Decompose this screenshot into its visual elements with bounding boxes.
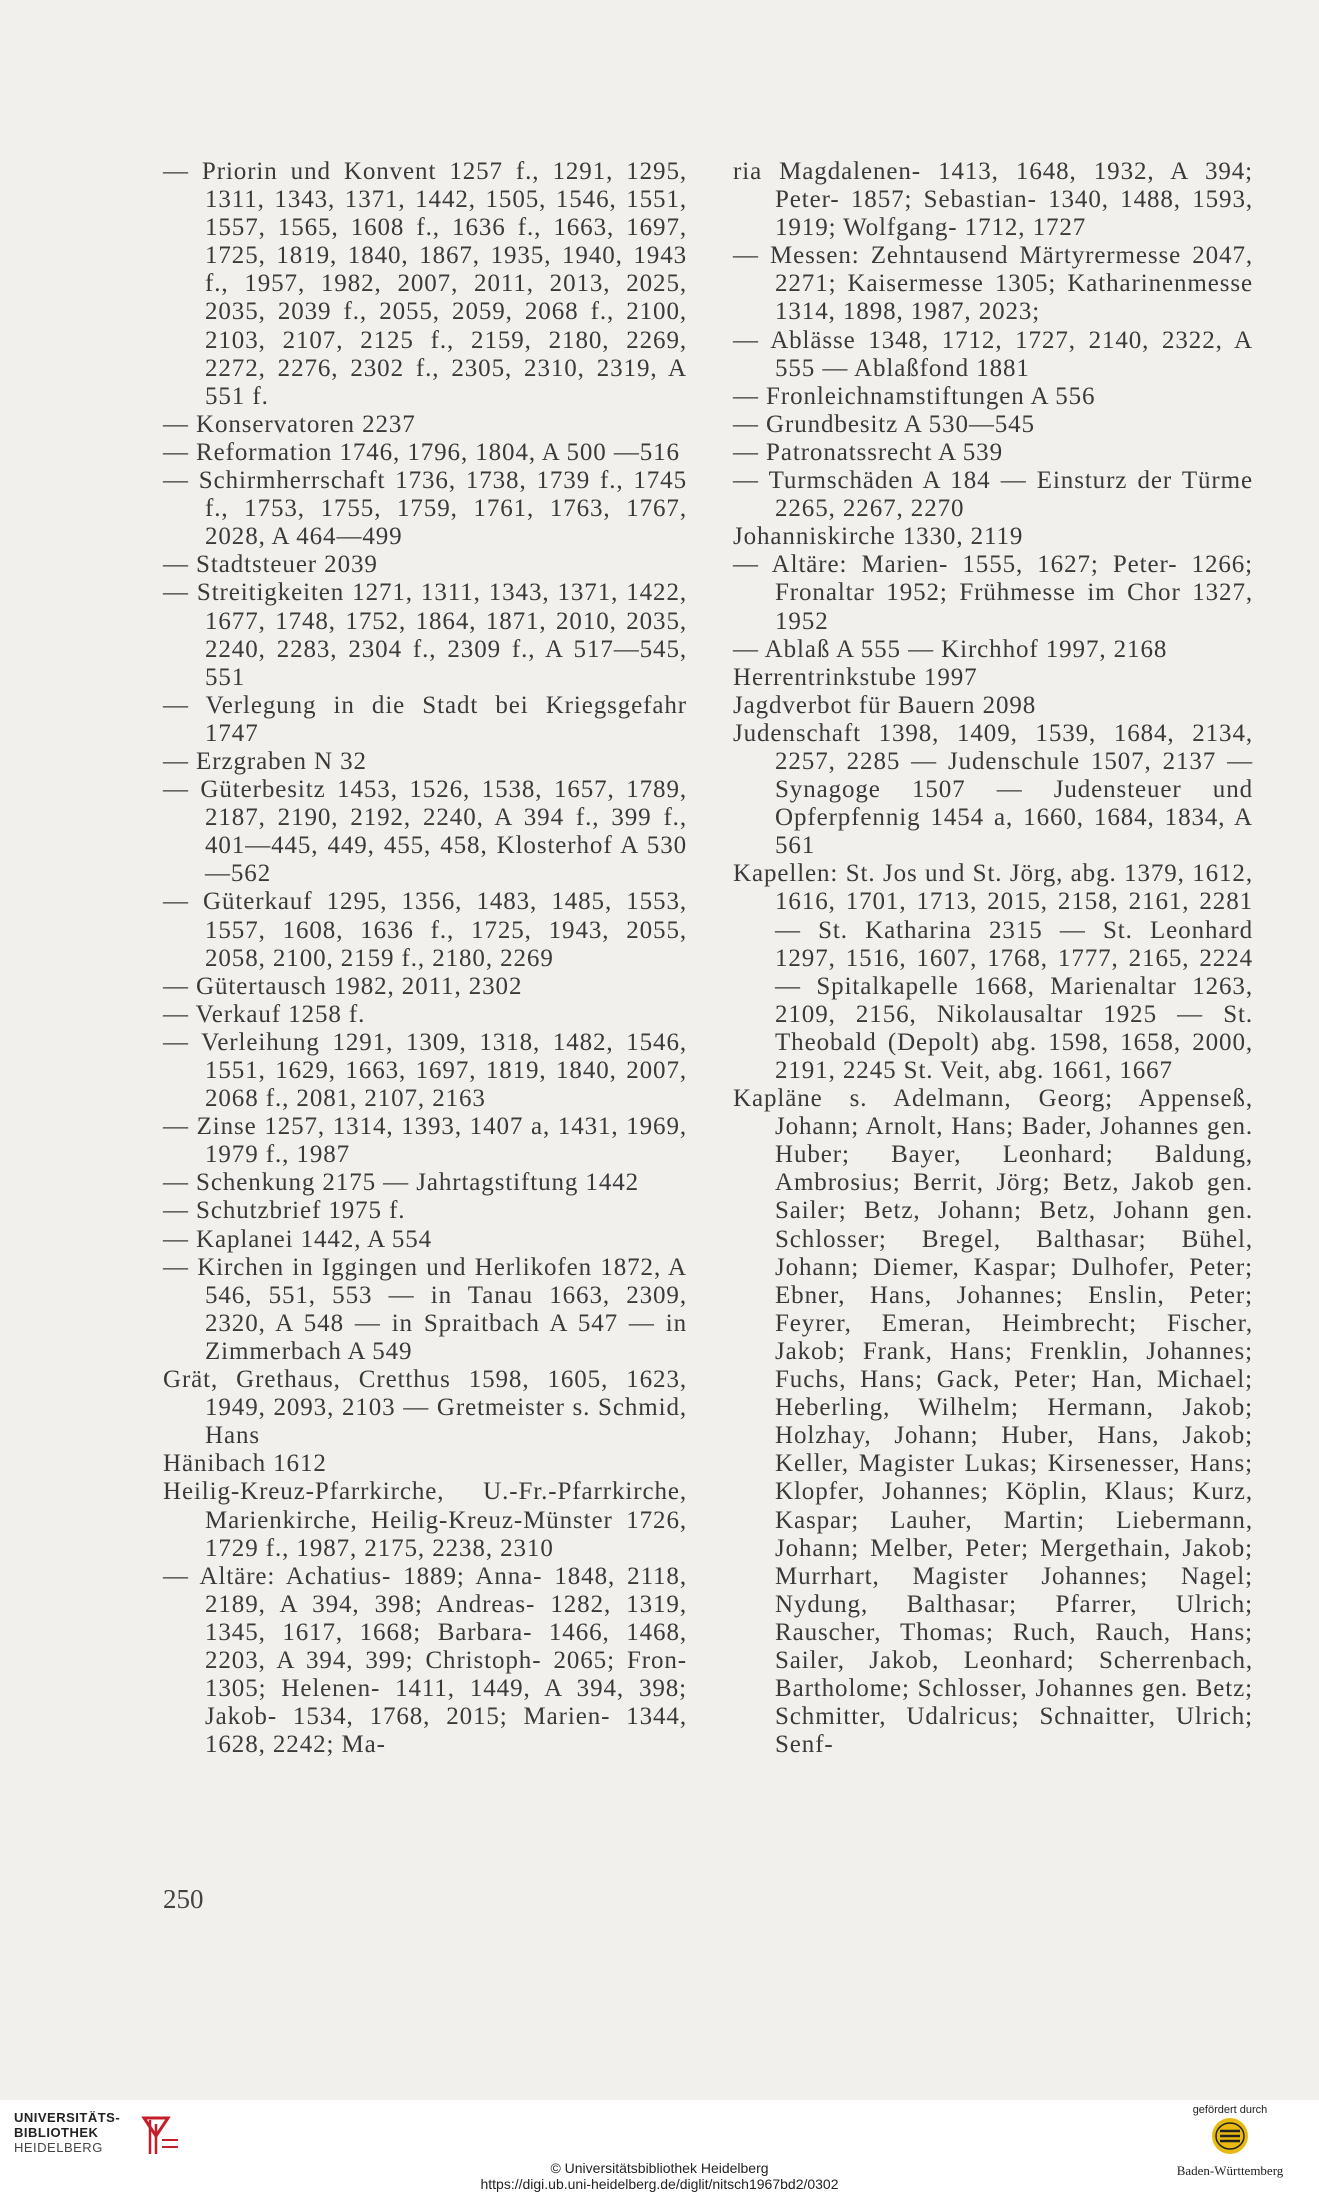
funder-name: Baden-Württemberg xyxy=(1176,2163,1284,2178)
index-entry: — Ablässe 1348, 1712, 1727, 2140, 2322, A 555 — Ablaßfond 1881 xyxy=(733,326,1253,382)
index-entry: — Konservatoren 2237 xyxy=(163,410,416,438)
index-entry: — Güterbesitz 1453, 1526, 1538, 1657, 1789, 2187, 2190, 2192, 2240, A 394 f., 399 f., 401—445, 449, 455, 458, Klosterhof A 530—562 xyxy=(163,776,687,888)
index-column-right xyxy=(733,158,1253,1759)
index-entry: Jagdverbot für Bauern 2098 xyxy=(733,691,1037,719)
index-entry: — Stadtsteuer 2039 xyxy=(163,551,378,579)
library-name-line-1: UNIVERSITÄTS- xyxy=(14,2110,121,2125)
index-entry: — Verlegung in die Stadt bei Kriegsgefahr 1747 xyxy=(163,691,687,747)
index-entry: Kapellen: St. Jos und St. Jörg, abg. 1379, 1612, 1616, 1701, 1713, 2015, 2158, 2161, 2281 — St. Katharina 2315 — St. Leonhard 1297, 1516, 1607, 1768, 1777, 2165, 2224 — Spitalkapelle 1668, Marienaltar 1263, 2109, 2156, Nikolausaltar 1925 — St. Theobald (Depolt) abg. 1598, 1658, 2000, 2191, 2245 St. Veit, abg. 1661, 1667 xyxy=(733,860,1253,1084)
index-entry: Judenschaft 1398, 1409, 1539, 1684, 2134, 2257, 2285 — Judenschule 1507, 2137 — Synagoge 1507 — Judensteuer und Opferpfennig 1454 a, 1660, 1684, 1834, A 561 xyxy=(733,719,1253,860)
index-entry: Grät, Grethaus, Cretthus 1598, 1605, 1623, 1949, 2093, 2103 — Gretmeister s. Schmid, Hans xyxy=(163,1366,687,1450)
library-name-line-3: HEIDELBERG xyxy=(14,2140,103,2155)
index-entry: — Altäre: Marien- 1555, 1627; Peter- 1266; Fronaltar 1952; Frühmesse im Chor 1327, 1952 xyxy=(733,551,1253,635)
funding-notice xyxy=(1155,2104,1305,2179)
index-entry: — Turmschäden A 184 — Einsturz der Türme 2265, 2267, 2270 xyxy=(733,467,1253,523)
index-entry: — Ablaß A 555 — Kirchhof 1997, 2168 xyxy=(733,635,1168,663)
baden-wuerttemberg-crest-icon xyxy=(1210,2116,1250,2156)
index-entry: Johanniskirche 1330, 2119 xyxy=(733,523,1024,551)
index-entry: — Reformation 1746, 1796, 1804, A 500 —516 xyxy=(163,438,680,466)
index-entry: — Zinse 1257, 1314, 1393, 1407 a, 1431, 1969, 1979 f., 1987 xyxy=(163,1113,687,1169)
index-entry: — Streitigkeiten 1271, 1311, 1343, 1371, 1422, 1677, 1748, 1752, 1864, 1871, 2010, 2035, 2240, 2283, 2304 f., 2309 f., A 517—545, 551 xyxy=(163,579,687,691)
index-entry: — Erzgraben N 32 xyxy=(163,747,367,775)
library-name-line-2: BIBLIOTHEK xyxy=(14,2125,99,2140)
index-entry: — Schenkung 2175 — Jahrtagstiftung 1442 xyxy=(163,1169,640,1197)
index-entry: — Fronleichnamstiftungen A 556 xyxy=(733,382,1096,410)
index-entry: Heilig-Kreuz-Pfarrkirche, U.-Fr.-Pfarrkirche, Marienkirche, Heilig-Kreuz-Münster 1726, 1729 f., 1987, 2175, 2238, 2310 xyxy=(163,1478,687,1562)
index-column-left xyxy=(163,158,687,1759)
index-entry: Hänibach 1612 xyxy=(163,1450,327,1478)
index-entry: — Verkauf 1258 f. xyxy=(163,1000,366,1028)
index-entry: — Schirmherrschaft 1736, 1738, 1739 f., 1745 f., 1753, 1755, 1759, 1761, 1763, 1767, 2028, A 464—499 xyxy=(163,467,687,551)
library-mark-icon xyxy=(138,2110,186,2158)
index-entry: — Grundbesitz A 530—545 xyxy=(733,410,1035,438)
funded-by-label: gefördert durch xyxy=(1192,2104,1268,2116)
index-entry: — Schutzbrief 1975 f. xyxy=(163,1197,406,1225)
page-number: 250 xyxy=(163,1884,204,1914)
index-entry: — Güterkauf 1295, 1356, 1483, 1485, 1553, 1557, 1608, 1636 f., 1725, 1943, 2055, 2058, 2100, 2159 f., 2180, 2269 xyxy=(163,888,687,972)
index-entry: — Gütertausch 1982, 2011, 2302 xyxy=(163,972,523,1000)
index-entry: Herrentrinkstube 1997 xyxy=(733,663,978,691)
index-entry: — Priorin und Konvent 1257 f., 1291, 1295, 1311, 1343, 1371, 1442, 1505, 1546, 1551, 1557, 1565, 1608 f., 1636 f., 1663, 1697, 1725, 1819, 1840, 1867, 1935, 1940, 1943 f., 1957, 1982, 2007, 2011, 2013, 2025, 2035, 2039 f., 2055, 2059, 2068 f., 2100, 2103, 2107, 2125 f., 2159, 2180, 2269, 2272, 2276, 2302 f., 2305, 2310, 2319, A 551 f. xyxy=(163,158,687,410)
copyright-text: © Universitätsbibliothek Heidelberg xyxy=(550,2160,769,2176)
university-library-logo[interactable] xyxy=(14,2110,120,2155)
copyright-notice xyxy=(0,2160,1319,2192)
index-entry: — Patronatssrecht A 539 xyxy=(733,438,1003,466)
index-entry: — Kirchen in Iggingen und Herlikofen 1872, A 546, 551, 553 — in Tanau 1663, 2309, 2320, A 548 — in Spraitbach A 547 — in Zimmerbach A 549 xyxy=(163,1253,687,1365)
index-entry: — Messen: Zehntausend Märtyrermesse 2047, 2271; Kaisermesse 1305; Katharinenmesse 1314, 1898, 1987, 2023; xyxy=(733,242,1253,326)
index-entry: — Altäre: Achatius- 1889; Anna- 1848, 2118, 2189, A 394, 398; Andreas- 1282, 1319, 1345, 1617, 1668; Barbara- 1466, 1468, 2203, A 394, 399; Christoph- 2065; Fron- 1305; Helenen- 1411, 1449, A 394, 398; Jakob- 1534, 1768, 2015; Marien- 1344, 1628, 2242; Ma- xyxy=(163,1562,687,1759)
index-entry: Kapläne s. Adelmann, Georg; Appenseß, Johann; Arnolt, Hans; Bader, Johannes gen. Huber; Bayer, Leonhard; Baldung, Ambrosius; Berrit, Jörg; Betz, Jakob gen. Sailer; Betz, Johann; Betz, Johann gen. Schlosser; Bregel, Balthasar; Bühel, Johann; Diemer, Kaspar; Dulhofer, Peter; Ebner, Hans, Johannes; Enslin, Peter; Feyrer, Emeran, Heimbrecht; Fischer, Jakob; Frank, Hans; Frenklin, Johannes; Fuchs, Hans; Gack, Peter; Han, Michael; Heberling, Wilhelm; Hermann, Jakob; Holzhay, Johann; Huber, Hans, Jakob; Keller, Magister Lukas; Kirsenesser, Hans; Klopfer, Johannes; Köplin, Klaus; Kurz, Kaspar; Lauher, Martin; Liebermann, Johann; Melber, Peter; Mergethain, Jakob; Murrhart, Magister Johannes; Nagel; Nydung, Balthasar; Pfarrer, Ulrich; Rauscher, Thomas; Ruch, Rauch, Hans; Sailer, Jakob, Leonhard; Scherrenbach, Bartholome; Schlosser, Johannes gen. Betz; Schmitter, Udalricus; Schnaitter, Ulrich; Senf- xyxy=(733,1085,1253,1759)
index-entry: — Verleihung 1291, 1309, 1318, 1482, 1546, 1551, 1629, 1663, 1697, 1819, 1840, 2007, 2068 f., 2081, 2107, 2163 xyxy=(163,1028,687,1113)
permalink-url[interactable]: https://digi.ub.uni-heidelberg.de/diglit/nitsch1967bd2/0302 xyxy=(480,2176,839,2192)
index-entry: ria Magdalenen- 1413, 1648, 1932, A 394; Peter- 1857; Sebastian- 1340, 1488, 1593, 1919; Wolfgang- 1712, 1727 xyxy=(733,158,1253,242)
index-entry: — Kaplanei 1442, A 554 xyxy=(163,1225,433,1253)
